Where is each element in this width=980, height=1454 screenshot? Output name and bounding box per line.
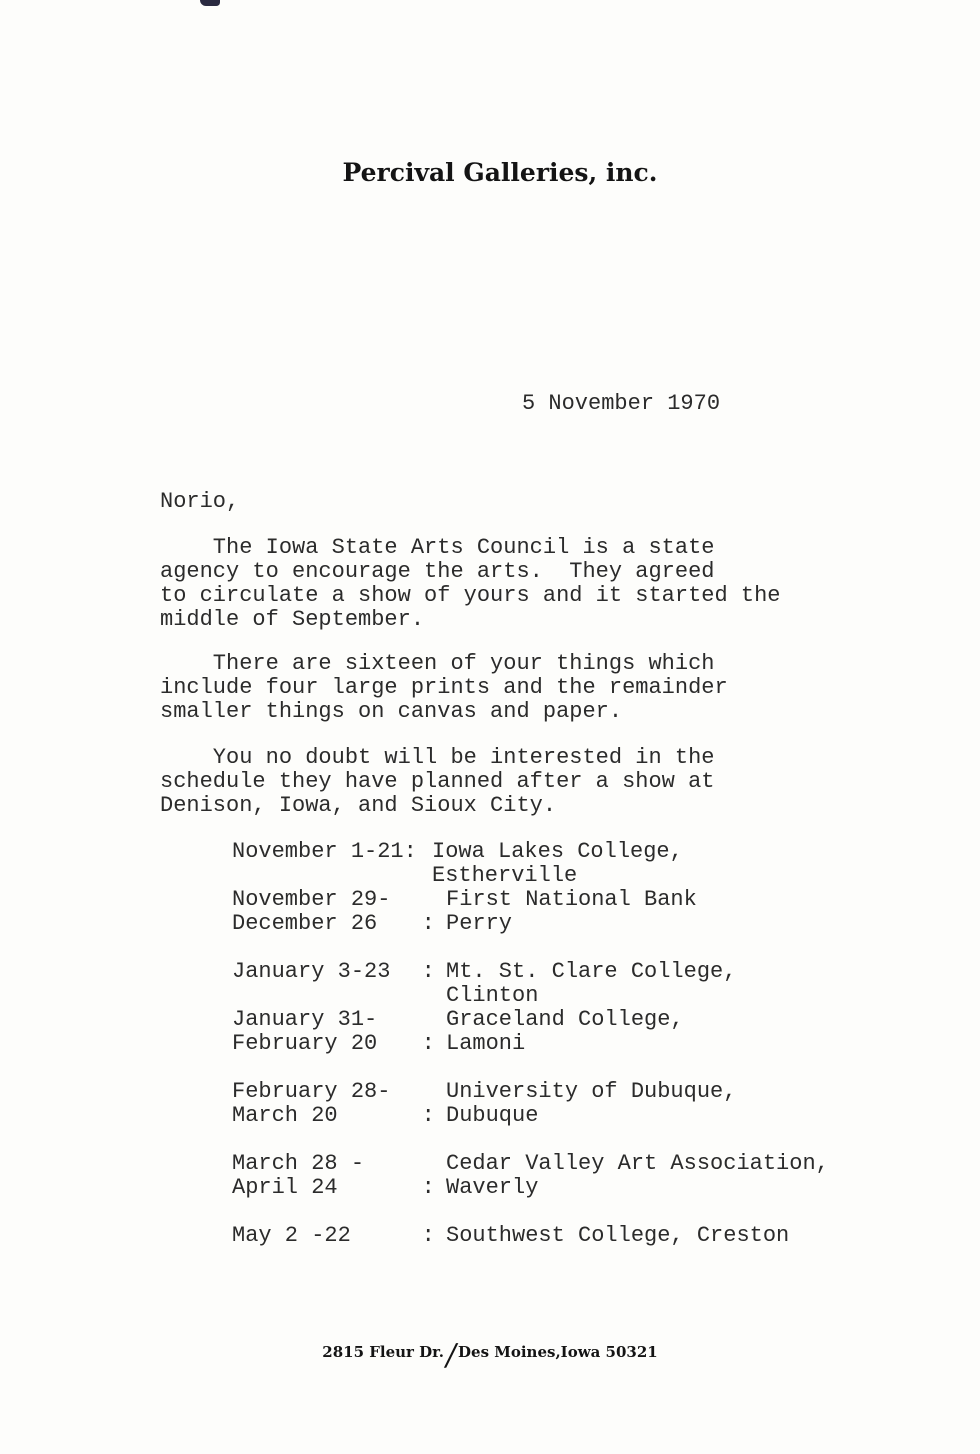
schedule-venue: Iowa Lakes College, Estherville (432, 839, 683, 888)
exhibition-schedule (232, 840, 872, 1248)
schedule-colon: : (421, 911, 435, 936)
letterhead-address (0, 1338, 980, 1373)
street-address: 2815 Fleur Dr. (322, 1343, 444, 1361)
schedule-dates: May 2 -22 (232, 1223, 351, 1248)
schedule-dates: November 1-21: (232, 839, 417, 864)
letter-date: 5 November 1970 (522, 391, 721, 416)
salutation: Norio, (160, 489, 240, 514)
schedule-row (232, 888, 872, 960)
schedule-dates: March 28 - April 24 (232, 1151, 365, 1200)
schedule-dates: November 29- December 26 (232, 887, 391, 936)
schedule-venue: Cedar Valley Art Association, Waverly (446, 1151, 829, 1200)
schedule-dates: February 28- March 20 (232, 1079, 391, 1128)
schedule-colon: : (421, 1223, 435, 1248)
schedule-venue: First National Bank Perry (446, 887, 697, 936)
schedule-dates: January 31- February 20 (232, 1007, 378, 1056)
schedule-colon: : (421, 1175, 435, 1200)
address-separator: / (442, 1338, 460, 1373)
schedule-dates: January 3-23 (232, 959, 391, 984)
scan-edge-mark (200, 0, 220, 6)
schedule-row (232, 1152, 872, 1224)
paragraph-schedule-intro: You no doubt will be interested in the schedule they have planned after a show at Denison, Iowa, and Sioux City. (160, 745, 715, 818)
paragraph-arts-council: The Iowa State Arts Council is a state agency to encourage the arts. They agreed to circulate a show of yours and it started the middle of September. (160, 535, 781, 632)
schedule-colon: : (421, 1031, 435, 1056)
schedule-venue: University of Dubuque, Dubuque (446, 1079, 737, 1128)
schedule-colon: : (421, 1103, 435, 1128)
schedule-colon: : (421, 959, 435, 984)
paragraph-works: There are sixteen of your things which include four large prints and the remainder smaller things on canvas and paper. (160, 651, 728, 724)
schedule-venue: Graceland College, Lamoni (446, 1007, 684, 1056)
letterhead (0, 158, 920, 187)
schedule-venue: Southwest College, Creston (446, 1223, 790, 1248)
city-address: Des Moines,Iowa 50321 (458, 1343, 658, 1361)
gallery-name: Percival Galleries, inc. (342, 158, 658, 187)
schedule-venue: Mt. St. Clare College, Clinton (446, 959, 737, 1008)
schedule-row (232, 1224, 872, 1248)
